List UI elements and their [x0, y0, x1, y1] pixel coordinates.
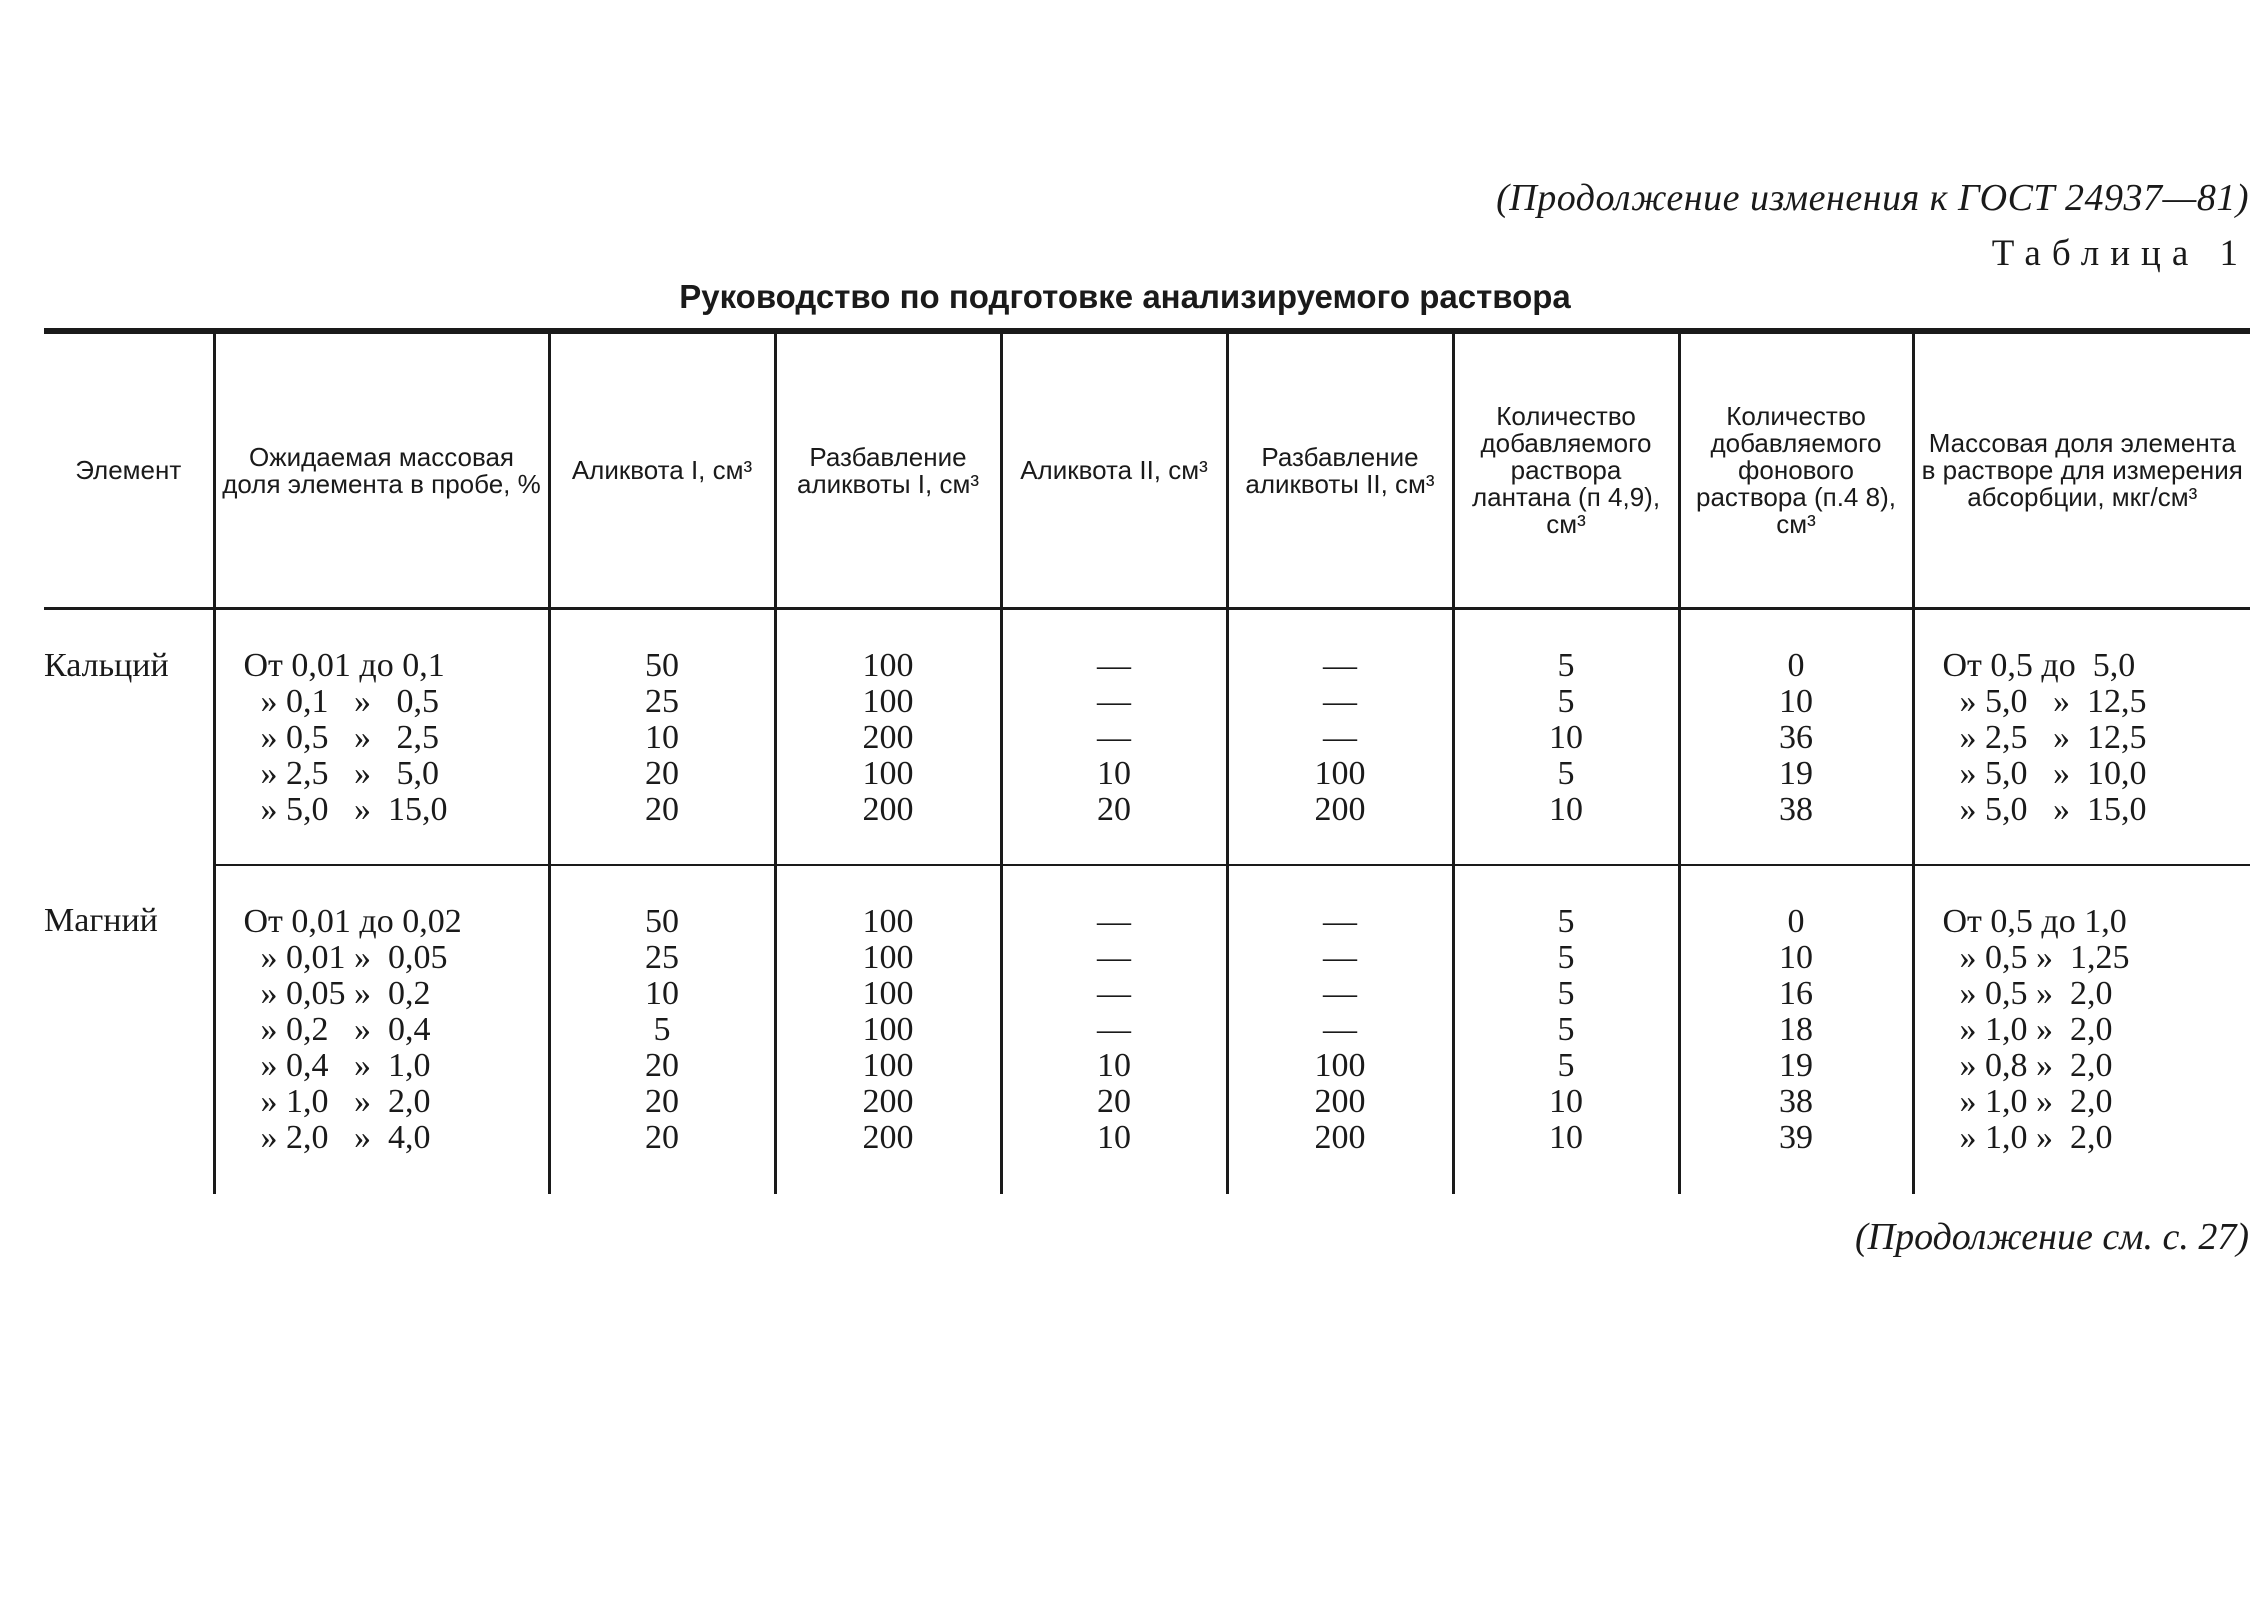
range-cell [214, 609, 549, 866]
cell-value: 10 [1549, 791, 1583, 828]
col-header-aliquot-1: Аликвота I, см³ [549, 331, 775, 609]
cell-value: » 1,0 » 2,0 [243, 1083, 431, 1120]
cell-value: 5 [1557, 939, 1575, 976]
cell-value: — [1097, 647, 1131, 684]
cell-value: 20 [1097, 1083, 1131, 1120]
cell-value: » 5,0 » 15,0 [1942, 791, 2147, 828]
cell-value: 0 [1787, 903, 1805, 940]
cell-value: 5 [653, 1011, 671, 1048]
table-header-row [44, 331, 2250, 609]
cell-value: 20 [1097, 791, 1131, 828]
cell-value: 200 [1314, 1119, 1366, 1156]
cell-value: От 0,5 до 1,0 [1942, 903, 2127, 940]
cell-value: 38 [1779, 1083, 1813, 1120]
cell-value: » 0,5 » 1,25 [1942, 939, 2130, 976]
cell-value: 5 [1557, 755, 1575, 792]
cell-value: 5 [1557, 975, 1575, 1012]
cell-value: 19 [1779, 755, 1813, 792]
cell-value: 200 [1314, 1083, 1366, 1120]
col-header-aliquot-2: Аликвота II, см³ [1001, 331, 1227, 609]
cell-value: 39 [1779, 1119, 1813, 1156]
cell-value: 10 [1097, 755, 1131, 792]
background-cell [1679, 609, 1913, 866]
cell-value: » 0,8 » 2,0 [1942, 1047, 2113, 1084]
cell-value: » 0,01 » 0,05 [243, 939, 448, 976]
cell-value: — [1097, 719, 1131, 756]
cell-value: » 0,05 » 0,2 [243, 975, 431, 1012]
cell-value: 20 [645, 1119, 679, 1156]
sample-preparation-table [44, 328, 2250, 1194]
cell-value: » 1,0 » 2,0 [1942, 1011, 2113, 1048]
cell-value: » 2,5 » 5,0 [243, 755, 439, 792]
aliquot2-cell [1001, 865, 1227, 1194]
concentration-cell [1913, 865, 2250, 1194]
cell-value: — [1323, 1011, 1357, 1048]
dilution1-cell [775, 865, 1001, 1194]
cell-value: — [1323, 975, 1357, 1012]
cell-value: 5 [1557, 1047, 1575, 1084]
cell-value: 25 [645, 683, 679, 720]
cell-value: » 0,5 » 2,5 [243, 719, 439, 756]
cell-value: » 5,0 » 15,0 [243, 791, 448, 828]
cell-value: 18 [1779, 1011, 1813, 1048]
cell-value: 16 [1779, 975, 1813, 1012]
cell-value: — [1097, 1011, 1131, 1048]
cell-value: 100 [862, 939, 914, 976]
col-header-dilution-2: Разбавление аликвоты II, см³ [1227, 331, 1453, 609]
col-header-dilution-1: Разбавление аликвоты I, см³ [775, 331, 1001, 609]
cell-value: » 0,1 » 0,5 [243, 683, 439, 720]
col-header-element: Элемент [44, 331, 214, 609]
cell-value: — [1323, 647, 1357, 684]
background-cell [1679, 865, 1913, 1194]
table-group-row [44, 609, 2250, 866]
lanthanum-cell [1453, 865, 1679, 1194]
cell-value: — [1097, 903, 1131, 940]
cell-value: 100 [862, 975, 914, 1012]
cell-value: От 0,01 до 0,02 [243, 903, 462, 940]
element-cell: Кальций [44, 647, 169, 684]
cell-value: » 0,4 » 1,0 [243, 1047, 431, 1084]
cell-value: 100 [1314, 1047, 1366, 1084]
cell-value: — [1097, 683, 1131, 720]
col-header-concentration: Массовая доля элемента в растворе для измерения абсорбции, мкг/см³ [1913, 331, 2250, 609]
cell-value: 200 [1314, 791, 1366, 828]
col-header-expected-fraction: Ожидаемая массовая доля элемента в пробе, % [214, 331, 549, 609]
cell-value: От 0,01 до 0,1 [243, 647, 445, 684]
aliquot1-cell [549, 865, 775, 1194]
cell-value: 5 [1557, 1011, 1575, 1048]
cell-value: 38 [1779, 791, 1813, 828]
cell-value: 200 [862, 1119, 914, 1156]
element-cell: Магний [44, 902, 158, 939]
cell-value: 200 [862, 791, 914, 828]
cell-value: — [1323, 683, 1357, 720]
cell-value: 10 [1097, 1047, 1131, 1084]
cell-value: 100 [862, 755, 914, 792]
cell-value: » 1,0 » 2,0 [1942, 1083, 2113, 1120]
cell-value: 10 [1779, 939, 1813, 976]
cell-value: — [1323, 719, 1357, 756]
cell-value: 200 [862, 719, 914, 756]
cell-value: » 1,0 » 2,0 [1942, 1119, 2113, 1156]
table-title: Руководство по подготовке анализируемого раствора [679, 278, 1571, 315]
range-cell [214, 865, 549, 1194]
cell-value: 19 [1779, 1047, 1813, 1084]
continuation-note-top: (Продолжение изменения к ГОСТ 24937—81) [1496, 177, 2249, 219]
cell-value: 25 [645, 939, 679, 976]
cell-value: 10 [1779, 683, 1813, 720]
aliquot2-cell [1001, 609, 1227, 866]
cell-value: » 2,0 » 4,0 [243, 1119, 431, 1156]
cell-value: 100 [862, 1011, 914, 1048]
cell-value: 10 [1549, 719, 1583, 756]
cell-value: 20 [645, 755, 679, 792]
col-header-lanthanum: Количество добавляемого раствора лантана (п 4,9), см³ [1453, 331, 1679, 609]
cell-value: » 5,0 » 10,0 [1942, 755, 2147, 792]
cell-value: 100 [862, 683, 914, 720]
cell-value: 100 [862, 647, 914, 684]
cell-value: 50 [645, 903, 679, 940]
cell-value: » 0,5 » 2,0 [1942, 975, 2113, 1012]
aliquot1-cell [549, 609, 775, 866]
table-number-label: Таблица 1 [1991, 233, 2249, 274]
cell-value: 10 [1549, 1083, 1583, 1120]
cell-value: 200 [862, 1083, 914, 1120]
cell-value: 100 [862, 1047, 914, 1084]
cell-value: » 2,5 » 12,5 [1942, 719, 2147, 756]
concentration-cell [1913, 609, 2250, 866]
cell-value: 5 [1557, 683, 1575, 720]
cell-value: 20 [645, 1047, 679, 1084]
dilution2-cell [1227, 609, 1453, 866]
cell-value: 100 [1314, 755, 1366, 792]
cell-value: 10 [1549, 1119, 1583, 1156]
table-group-row [44, 865, 2250, 1194]
cell-value: 10 [645, 719, 679, 756]
cell-value: — [1323, 903, 1357, 940]
cell-value: 10 [645, 975, 679, 1012]
cell-value: 36 [1779, 719, 1813, 756]
continuation-note-bottom: (Продолжение см. с. 27) [1854, 1216, 2249, 1258]
cell-value: » 0,2 » 0,4 [243, 1011, 431, 1048]
cell-value: От 0,5 до 5,0 [1942, 647, 2136, 684]
dilution1-cell [775, 609, 1001, 866]
cell-value: 5 [1557, 903, 1575, 940]
cell-value: » 5,0 » 12,5 [1942, 683, 2147, 720]
cell-value: 0 [1787, 647, 1805, 684]
cell-value: 20 [645, 1083, 679, 1120]
cell-value: 20 [645, 791, 679, 828]
col-header-background: Количество добавляемого фонового раствора (п.4 8), см³ [1679, 331, 1913, 609]
dilution2-cell [1227, 865, 1453, 1194]
lanthanum-cell [1453, 609, 1679, 866]
cell-value: 10 [1097, 1119, 1131, 1156]
cell-value: — [1097, 939, 1131, 976]
cell-value: 100 [862, 903, 914, 940]
cell-value: — [1097, 975, 1131, 1012]
cell-value: — [1323, 939, 1357, 976]
cell-value: 50 [645, 647, 679, 684]
cell-value: 5 [1557, 647, 1575, 684]
